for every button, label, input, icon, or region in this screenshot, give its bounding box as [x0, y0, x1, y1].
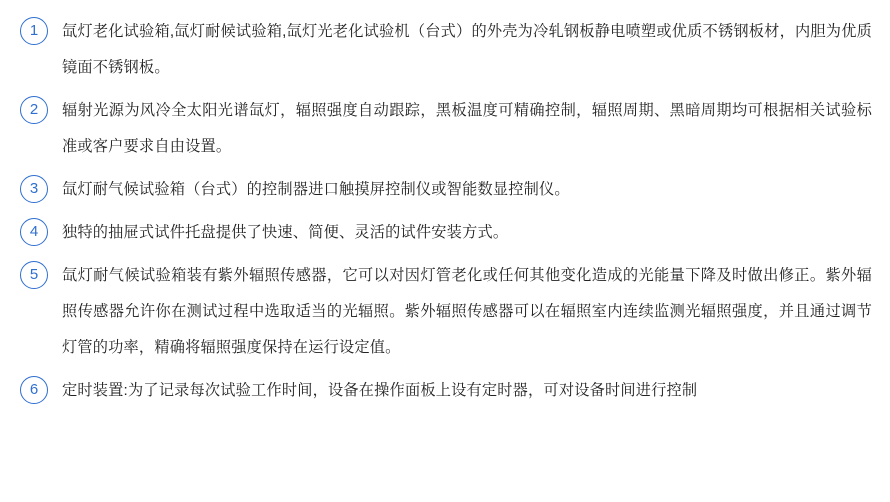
- list-item-text: 辐射光源为风冷全太阳光谱氙灯，辐照强度自动跟踪，黑板温度可精确控制，辐照周期、黑暗周期均可根据相关试验标准或客户要求自由设置。: [62, 102, 872, 155]
- list-item: [20, 258, 872, 366]
- list-item-marker: 5: [20, 261, 48, 289]
- list-item-marker: 6: [20, 376, 48, 404]
- list-item-marker: 1: [20, 17, 48, 45]
- list-item-text: 独特的抽屉式试件托盘提供了快速、简便、灵活的试件安装方式。: [62, 224, 509, 241]
- list-item-text: 定时装置:为了记录每次试验工作时间，设备在操作面板上设有定时器，可对设备时间进行控制: [62, 382, 698, 399]
- list-item-text: 氙灯老化试验箱,氙灯耐候试验箱,氙灯光老化试验机（台式）的外壳为冷轧钢板静电喷塑或优质不锈钢板材，内胆为优质镜面不锈钢板。: [62, 23, 872, 76]
- list-item: [20, 14, 872, 86]
- list-item: [20, 373, 872, 409]
- list-item-marker: 4: [20, 218, 48, 246]
- list-item: [20, 172, 872, 208]
- list-item-text: 氙灯耐气候试验箱（台式）的控制器进口触摸屏控制仪或智能数显控制仪。: [62, 181, 570, 198]
- list-item-text: 氙灯耐气候试验箱装有紫外辐照传感器，它可以对因灯管老化或任何其他变化造成的光能量下降及时做出修正。紫外辐照传感器允许你在测试过程中选取适当的光辐照。紫外辐照传感器可以在辐照室内连续监测光辐照强度，并且通过调节灯管的功率，精确将辐照强度保持在运行设定值。: [62, 267, 872, 356]
- list-item-marker: 3: [20, 175, 48, 203]
- list-item: [20, 93, 872, 165]
- list-item-marker: 2: [20, 96, 48, 124]
- list-item: [20, 215, 872, 251]
